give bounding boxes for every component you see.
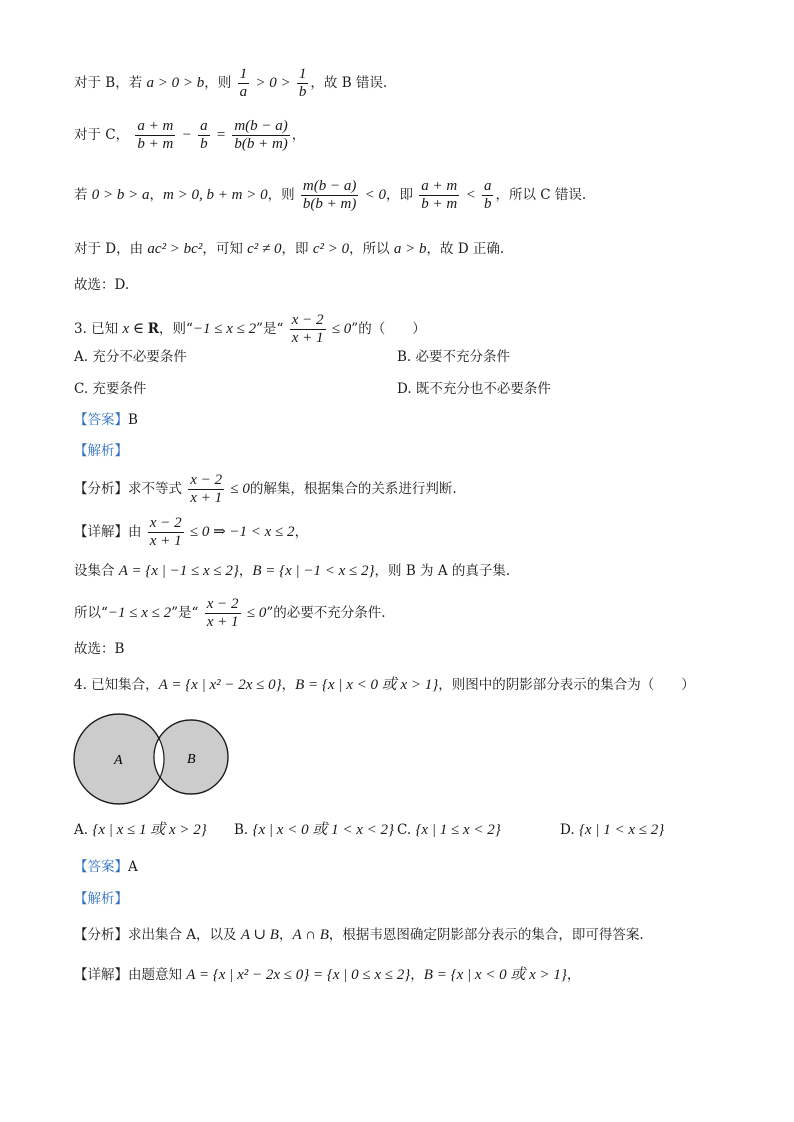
text: 4. 已知集合， xyxy=(74,677,159,693)
venn-diagram xyxy=(70,708,260,812)
math: {x | x ≤ 1 或 x > 2} xyxy=(92,822,207,838)
fraction xyxy=(232,118,289,153)
numerator: a + m xyxy=(421,178,458,194)
text: 求出集合 A，以及 xyxy=(128,927,241,943)
q3-option-a: A. 充分不必要条件 xyxy=(74,349,187,365)
text: ，即 xyxy=(386,187,413,203)
option-label: D. xyxy=(560,822,575,838)
math-r: R xyxy=(147,321,159,337)
text: ，即 xyxy=(281,241,313,257)
numerator: x − 2 xyxy=(149,515,182,531)
denominator: b(b + m) xyxy=(234,136,288,152)
answer-tag: 【答案】 xyxy=(74,859,128,875)
math: {x | 1 < x ≤ 2} xyxy=(578,822,665,838)
fraction xyxy=(301,178,358,213)
denominator: b + m xyxy=(137,136,174,152)
option-label: A. xyxy=(74,822,89,838)
math: a > 0 > b xyxy=(146,75,205,91)
text: 对于 D，由 xyxy=(74,241,148,257)
numerator: x − 2 xyxy=(206,596,239,612)
text: ，故 D 正确. xyxy=(426,241,505,257)
solution-line-d xyxy=(74,240,504,258)
q3-fenxi xyxy=(74,472,457,507)
q4-option-d xyxy=(560,821,664,839)
denominator: x + 1 xyxy=(206,614,239,630)
numerator: x − 2 xyxy=(190,472,223,488)
question-3 xyxy=(74,312,426,347)
denominator: b(b + m) xyxy=(302,196,357,212)
q4-xiangjie xyxy=(74,966,580,984)
q4-option-b xyxy=(234,821,394,839)
math: 0 > b > a xyxy=(91,187,150,203)
text: ，则 xyxy=(267,187,295,203)
denominator: b xyxy=(298,84,307,100)
numerator: m(b − a) xyxy=(234,118,288,134)
math: < xyxy=(465,187,476,203)
option-label: C. xyxy=(397,822,412,838)
fraction xyxy=(205,596,241,631)
math: A ∩ B xyxy=(292,927,329,943)
venn-label-b: B xyxy=(187,752,196,767)
q4-fenxi xyxy=(74,926,644,944)
fenxi-tag: 【分析】 xyxy=(74,481,128,497)
math: {x | x < 0 或 1 < x < 2} xyxy=(252,822,394,838)
text: 的解集，根据集合的关系进行判断. xyxy=(249,481,457,497)
choose-line: 故选：D. xyxy=(74,277,130,293)
math: c² > 0 xyxy=(312,241,350,257)
fraction xyxy=(198,118,210,153)
text: 若 xyxy=(74,187,92,203)
q3-conclusion xyxy=(74,596,386,631)
text: ， xyxy=(149,187,164,203)
numerator: 1 xyxy=(298,66,307,82)
denominator: x + 1 xyxy=(291,330,324,346)
q4-jiexi-tag: 【解析】 xyxy=(74,891,128,907)
denominator: b + m xyxy=(421,196,458,212)
fraction xyxy=(297,66,309,101)
answer-value: A xyxy=(128,859,138,875)
math: B = {x | x < 0 或 x > 1} xyxy=(423,967,567,983)
math: ac² > bc² xyxy=(147,241,203,257)
text: ， xyxy=(281,677,296,693)
math: A = {x | −1 ≤ x ≤ 2} xyxy=(118,563,239,579)
q3-answer xyxy=(74,411,138,429)
fraction xyxy=(419,178,459,213)
math: ≤ 0 xyxy=(230,481,250,497)
text: 由 xyxy=(128,524,142,540)
math: −1 ≤ x ≤ 2 xyxy=(107,605,172,621)
q3-choose: 故选：B xyxy=(74,641,125,657)
text: 所以“ xyxy=(74,605,108,621)
text: 对于 B，若 xyxy=(74,75,147,91)
question-4 xyxy=(74,676,695,694)
math: < 0 xyxy=(364,187,386,203)
xiangjie-tag: 【详解】 xyxy=(74,967,128,983)
fenxi-tag: 【分析】 xyxy=(74,927,128,943)
numerator: 1 xyxy=(239,66,248,82)
denominator: a xyxy=(239,84,248,100)
denominator: x + 1 xyxy=(149,533,182,549)
numerator: m(b − a) xyxy=(302,178,357,194)
denominator: x + 1 xyxy=(190,490,223,506)
q4-option-c xyxy=(397,821,501,839)
math: −1 ≤ x ≤ 2 xyxy=(192,321,257,337)
math: − xyxy=(181,127,192,143)
q3-option-d: D. 既不充分也不必要条件 xyxy=(397,381,551,397)
text: ，根据韦恩图确定阴影部分表示的集合，即可得答案. xyxy=(328,927,644,943)
numerator: a + m xyxy=(137,118,174,134)
text: ，可知 xyxy=(202,241,248,257)
q3-jiexi-tag: 【解析】 xyxy=(74,443,128,459)
text: ，则图中的阴影部分表示的集合为（ ） xyxy=(438,677,695,693)
math: m > 0, b + m > 0 xyxy=(163,187,268,203)
math: A = {x | x² − 2x ≤ 0} = {x | 0 ≤ x ≤ 2} xyxy=(186,967,411,983)
math: = xyxy=(215,127,227,143)
fraction xyxy=(135,118,175,153)
q3-option-b: B. 必要不充分条件 xyxy=(397,349,511,365)
math: x ∈ xyxy=(122,321,148,337)
math: {x | 1 ≤ x < 2} xyxy=(415,822,501,838)
fraction xyxy=(188,472,224,507)
denominator: b xyxy=(200,136,208,152)
text: ”的必要不充分条件. xyxy=(266,605,386,621)
text: 设集合 xyxy=(74,563,119,579)
text: ”是“ xyxy=(256,321,284,337)
answer-value: B xyxy=(128,412,138,428)
math: A ∪ B xyxy=(240,927,279,943)
text: ， xyxy=(294,524,309,540)
text: ， xyxy=(238,563,253,579)
text: 由题意知 xyxy=(128,967,187,983)
numerator: x − 2 xyxy=(291,312,324,328)
option-label: B. xyxy=(234,822,249,838)
text: 对于 C， xyxy=(74,127,130,143)
q3-xiangjie xyxy=(74,515,308,550)
denominator: b xyxy=(483,196,492,212)
text: ， xyxy=(291,127,306,143)
text: ，所以 xyxy=(349,241,394,257)
text: ，所以 C 错误. xyxy=(495,187,587,203)
solution-line-b xyxy=(74,66,387,101)
math: ≤ 0 xyxy=(246,605,267,621)
fraction xyxy=(148,515,184,550)
text: ”的（ ） xyxy=(351,321,426,337)
text: ”是“ xyxy=(171,605,199,621)
text: ， xyxy=(566,967,581,983)
fraction xyxy=(290,312,326,347)
text: ，则 B 为 A 的真子集. xyxy=(374,563,511,579)
solution-line-c2 xyxy=(74,178,586,213)
text: ，则“ xyxy=(158,321,193,337)
math: ≤ 0 ⇒ −1 < x ≤ 2 xyxy=(189,524,295,540)
math: B = {x | −1 < x ≤ 2} xyxy=(252,563,375,579)
venn-label-a: A xyxy=(114,753,123,768)
fraction xyxy=(482,178,494,213)
math: B = {x | x < 0 或 x > 1} xyxy=(295,677,439,693)
math: c² ≠ 0 xyxy=(247,241,282,257)
q3-option-c: C. 充要条件 xyxy=(74,381,147,397)
text: 求不等式 xyxy=(128,481,182,497)
text: ， xyxy=(278,927,293,943)
q3-set-def xyxy=(74,562,510,580)
numerator: a xyxy=(200,118,208,134)
solution-line-c xyxy=(74,118,305,153)
xiangjie-tag: 【详解】 xyxy=(74,524,128,540)
math: a > b xyxy=(393,241,427,257)
numerator: a xyxy=(483,178,492,194)
text: ，则 xyxy=(204,75,232,91)
text: ，故 B 错误. xyxy=(310,75,388,91)
math: ≤ 0 xyxy=(331,321,352,337)
q4-option-a xyxy=(74,821,207,839)
math: A = {x | x² − 2x ≤ 0} xyxy=(158,677,282,693)
fraction xyxy=(238,66,250,101)
math: > 0 > xyxy=(255,75,291,91)
text: 3. 已知 xyxy=(74,321,123,337)
answer-tag: 【答案】 xyxy=(74,412,128,428)
text: ， xyxy=(410,967,424,983)
q4-answer xyxy=(74,858,138,876)
